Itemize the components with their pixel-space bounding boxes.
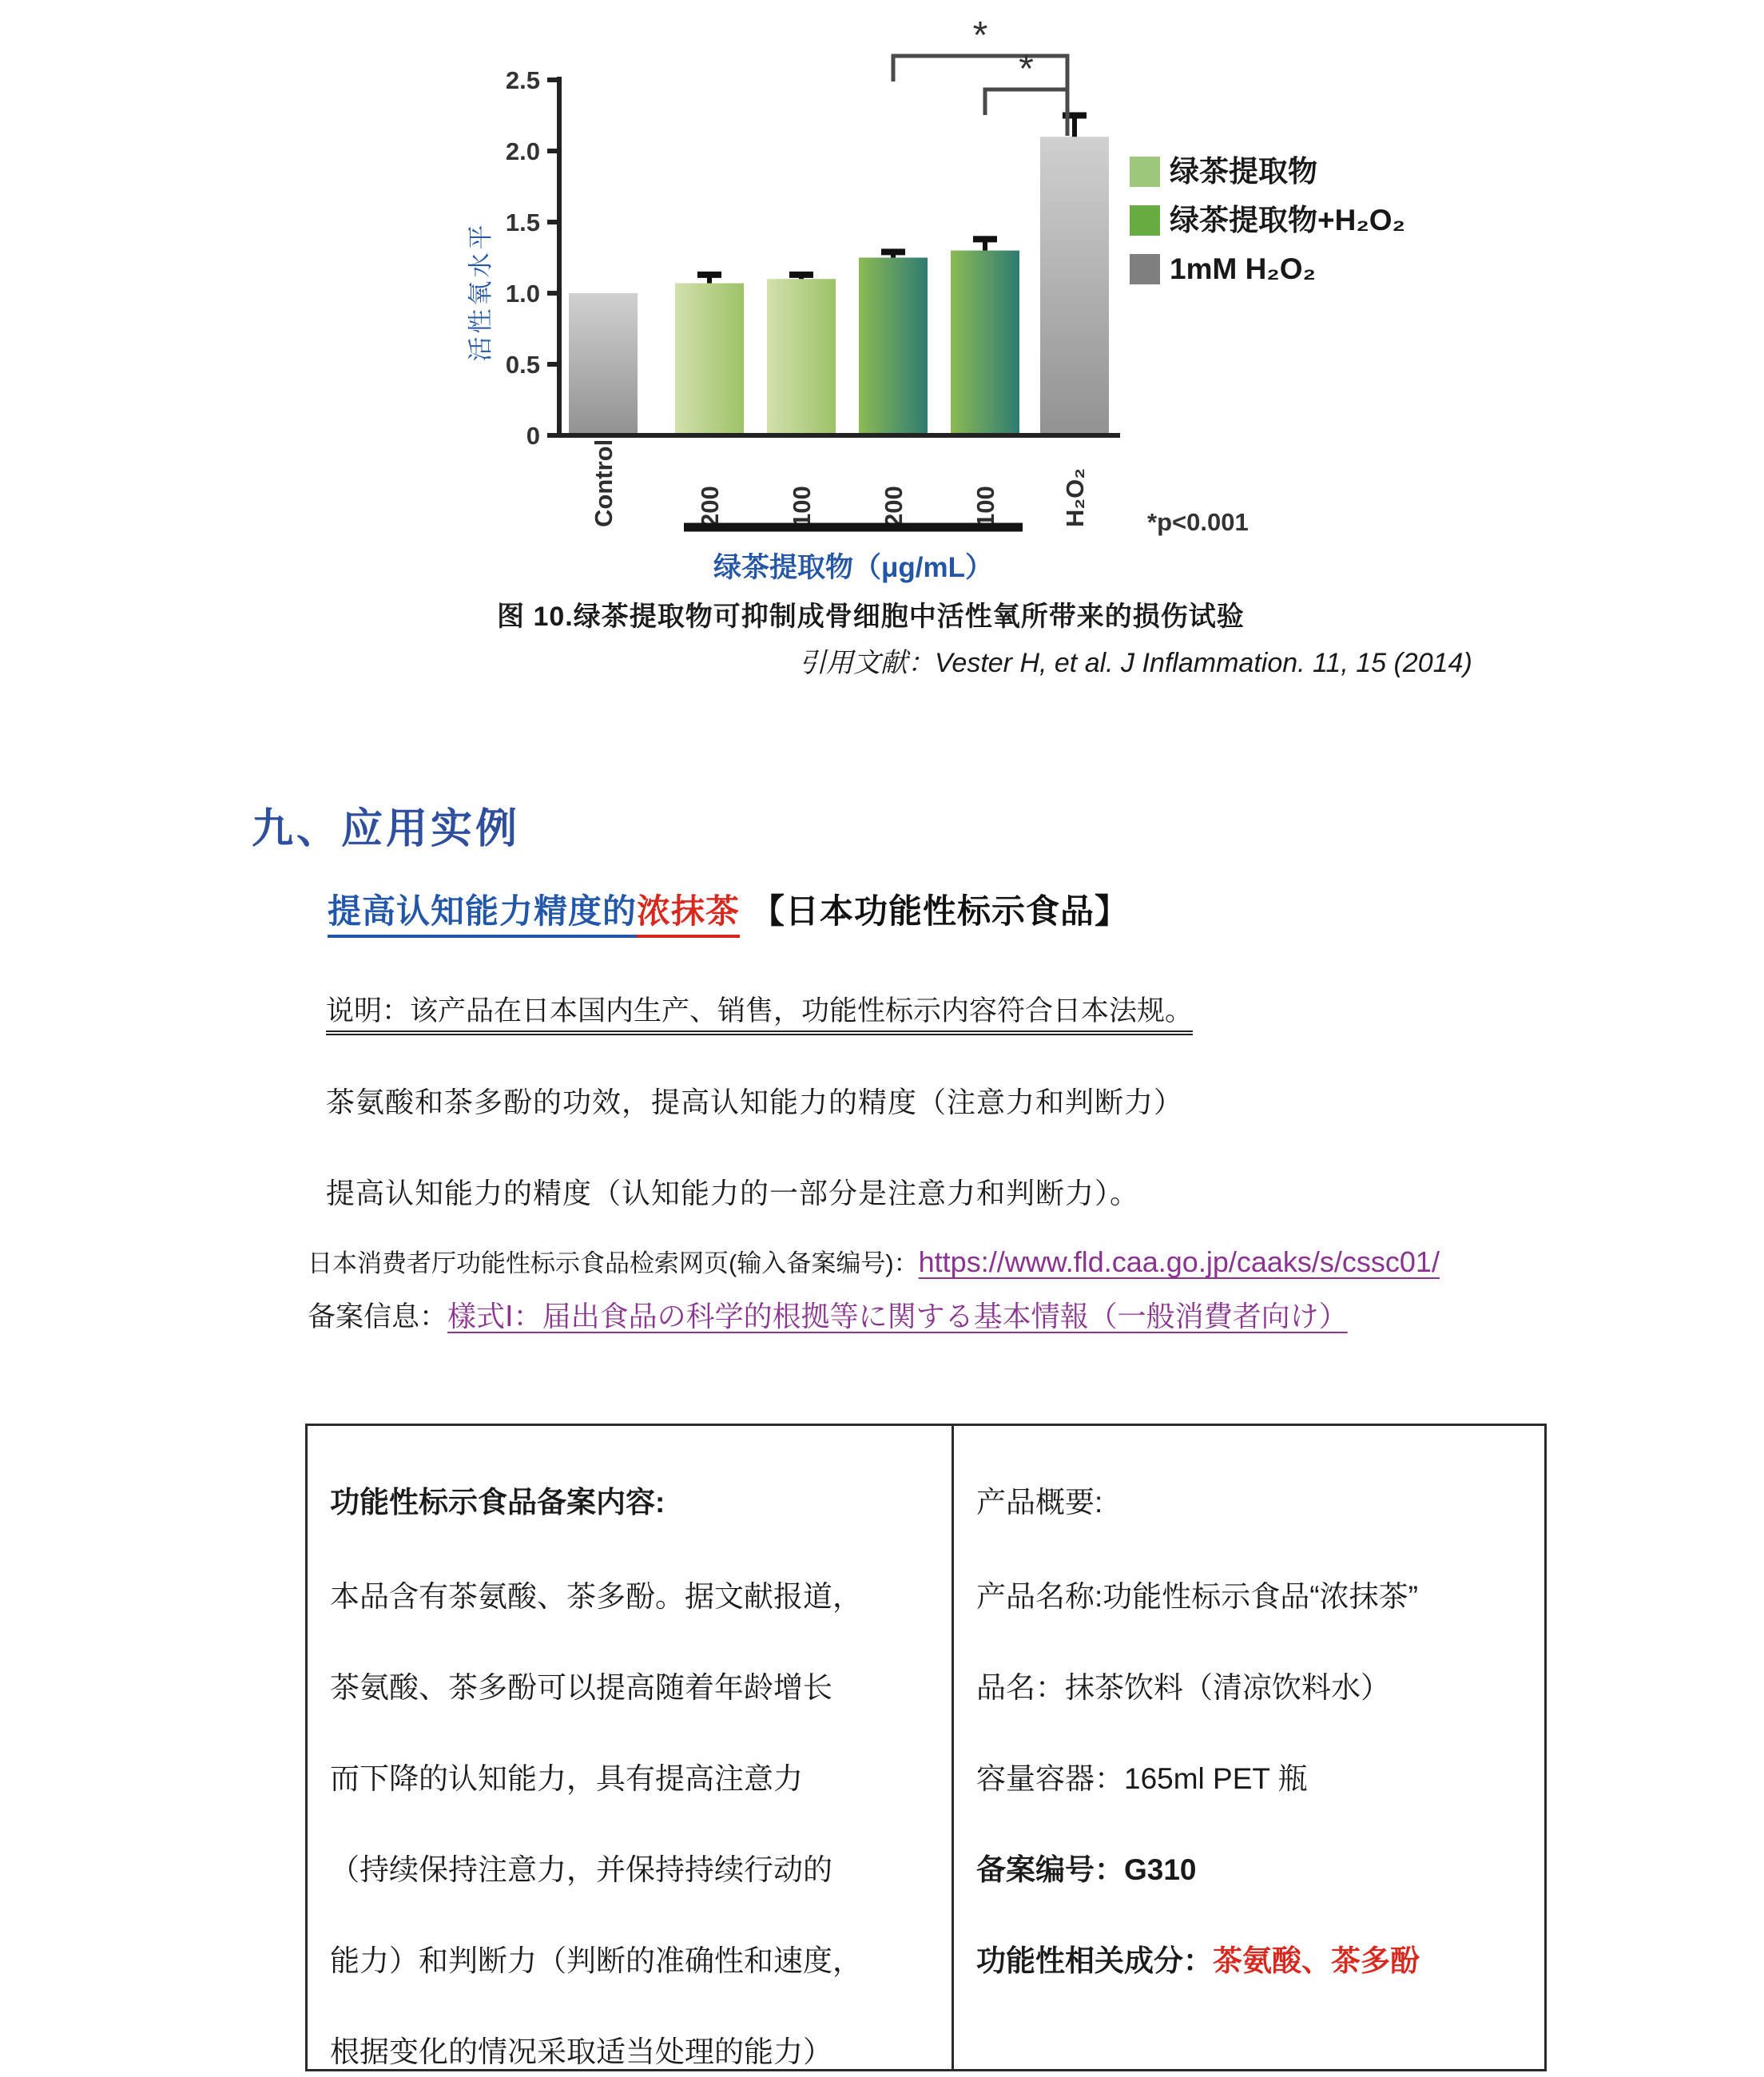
registration-form-link[interactable]: 樣式Ⅰ：届出食品の科学的根拠等に関する基本情報（一般消費者向け） xyxy=(447,1300,1348,1332)
product-summary-header: 产品概要: xyxy=(976,1486,1103,1519)
claim-content-line: 根据变化的情况采取适当处理的能力） xyxy=(330,2035,832,2068)
effect-paragraph-2: 提高认知能力的精度（认知能力的一部分是注意力和判断力）。 xyxy=(326,1177,1140,1209)
svg-text:*: * xyxy=(972,14,988,57)
svg-text:1mM H₂O₂: 1mM H₂O₂ xyxy=(1170,252,1316,285)
caa-search-link[interactable]: https://www.fld.caa.go.jp/caaks/s/cssc01/ xyxy=(918,1245,1440,1278)
svg-text:*: * xyxy=(1019,48,1034,90)
svg-text:1.0: 1.0 xyxy=(505,280,540,308)
functional-ingredient-value: 茶氨酸、茶多酚 xyxy=(1213,1944,1420,1977)
svg-text:2.0: 2.0 xyxy=(505,137,540,165)
svg-text:2.5: 2.5 xyxy=(505,66,540,94)
note-text: 说明：该产品在日本国内生产、销售，功能性标示内容符合日本法规。 xyxy=(326,995,1193,1035)
claim-content-line: （持续保持注意力，并保持持续行动的 xyxy=(330,1853,832,1886)
table-cell-claim-content xyxy=(308,1426,952,2069)
functional-ingredient-row xyxy=(976,1936,1420,1980)
search-page-label: 日本消费者厅功能性标示食品检索网页(输入备案编号)： xyxy=(308,1249,919,1277)
item-name-row: 品名：抹茶饮料（清凉饮料水） xyxy=(976,1671,1390,1704)
svg-text:绿茶提取物: 绿茶提取物 xyxy=(1170,155,1317,188)
container-volume-row: 容量容器：165ml PET 瓶 xyxy=(976,1762,1308,1795)
product-subheading xyxy=(328,885,1129,933)
claim-content-line: 能力）和判断力（判断的准确性和速度， xyxy=(330,1944,862,1977)
subheading-blue-text: 提高认知能力精度的 xyxy=(328,892,637,938)
product-name-row: 产品名称:功能性标示食品“浓抹茶” xyxy=(976,1580,1418,1613)
svg-text:0: 0 xyxy=(526,422,540,450)
subheading-red-text: 浓抹茶 xyxy=(637,892,740,938)
bar-chart xyxy=(431,8,1542,603)
table-cell-product-summary xyxy=(954,1426,1547,2069)
svg-text:绿茶提取物+H₂O₂: 绿茶提取物+H₂O₂ xyxy=(1170,204,1405,236)
svg-text:0.5: 0.5 xyxy=(505,351,540,379)
svg-text:200: 200 xyxy=(696,486,724,527)
section-heading: 九、应用实例 xyxy=(252,806,521,852)
svg-text:1.5: 1.5 xyxy=(505,208,540,236)
note-paragraph xyxy=(326,989,1193,1029)
svg-text:100: 100 xyxy=(971,486,999,527)
product-info-table xyxy=(305,1424,1547,2071)
svg-text:*p<0.001: *p<0.001 xyxy=(1147,508,1249,536)
svg-text:H₂O₂: H₂O₂ xyxy=(1061,467,1089,527)
subheading-claim-type: 【日本功能性标示食品】 xyxy=(751,892,1130,930)
effect-paragraph-1: 茶氨酸和茶多酚的功效，提高认知能力的精度（注意力和判断力） xyxy=(326,1086,1184,1118)
svg-text:200: 200 xyxy=(880,486,908,527)
search-page-line xyxy=(308,1243,1440,1279)
figure-citation: 引用文献：Vester H, et al. J Inflammation. 11, 15 (2014) xyxy=(799,648,1472,678)
svg-text:活性氧水平: 活性氧水平 xyxy=(467,221,495,362)
claim-content-line: 茶氨酸、茶多酚可以提高随着年龄增长 xyxy=(330,1671,832,1704)
svg-text:绿茶提取物（μg/mL）: 绿茶提取物（μg/mL） xyxy=(713,552,994,583)
registration-number-row: 备案编号：G310 xyxy=(976,1853,1197,1886)
claim-content-line: 而下降的认知能力，具有提高注意力 xyxy=(330,1762,803,1795)
claim-content-header: 功能性标示食品备案内容: xyxy=(330,1486,665,1519)
svg-text:100: 100 xyxy=(788,486,816,527)
svg-text:Control: Control xyxy=(590,439,618,527)
claim-content-line: 本品含有茶氨酸、茶多酚。据文献报道， xyxy=(330,1580,862,1613)
figure-caption: 图 10.绿茶提取物可抑制成骨细胞中活性氧所带来的损伤试验 xyxy=(497,602,1245,632)
registration-info-line xyxy=(308,1294,1348,1335)
functional-ingredient-label: 功能性相关成分： xyxy=(976,1944,1213,1977)
registration-info-label: 备案信息： xyxy=(308,1301,448,1332)
